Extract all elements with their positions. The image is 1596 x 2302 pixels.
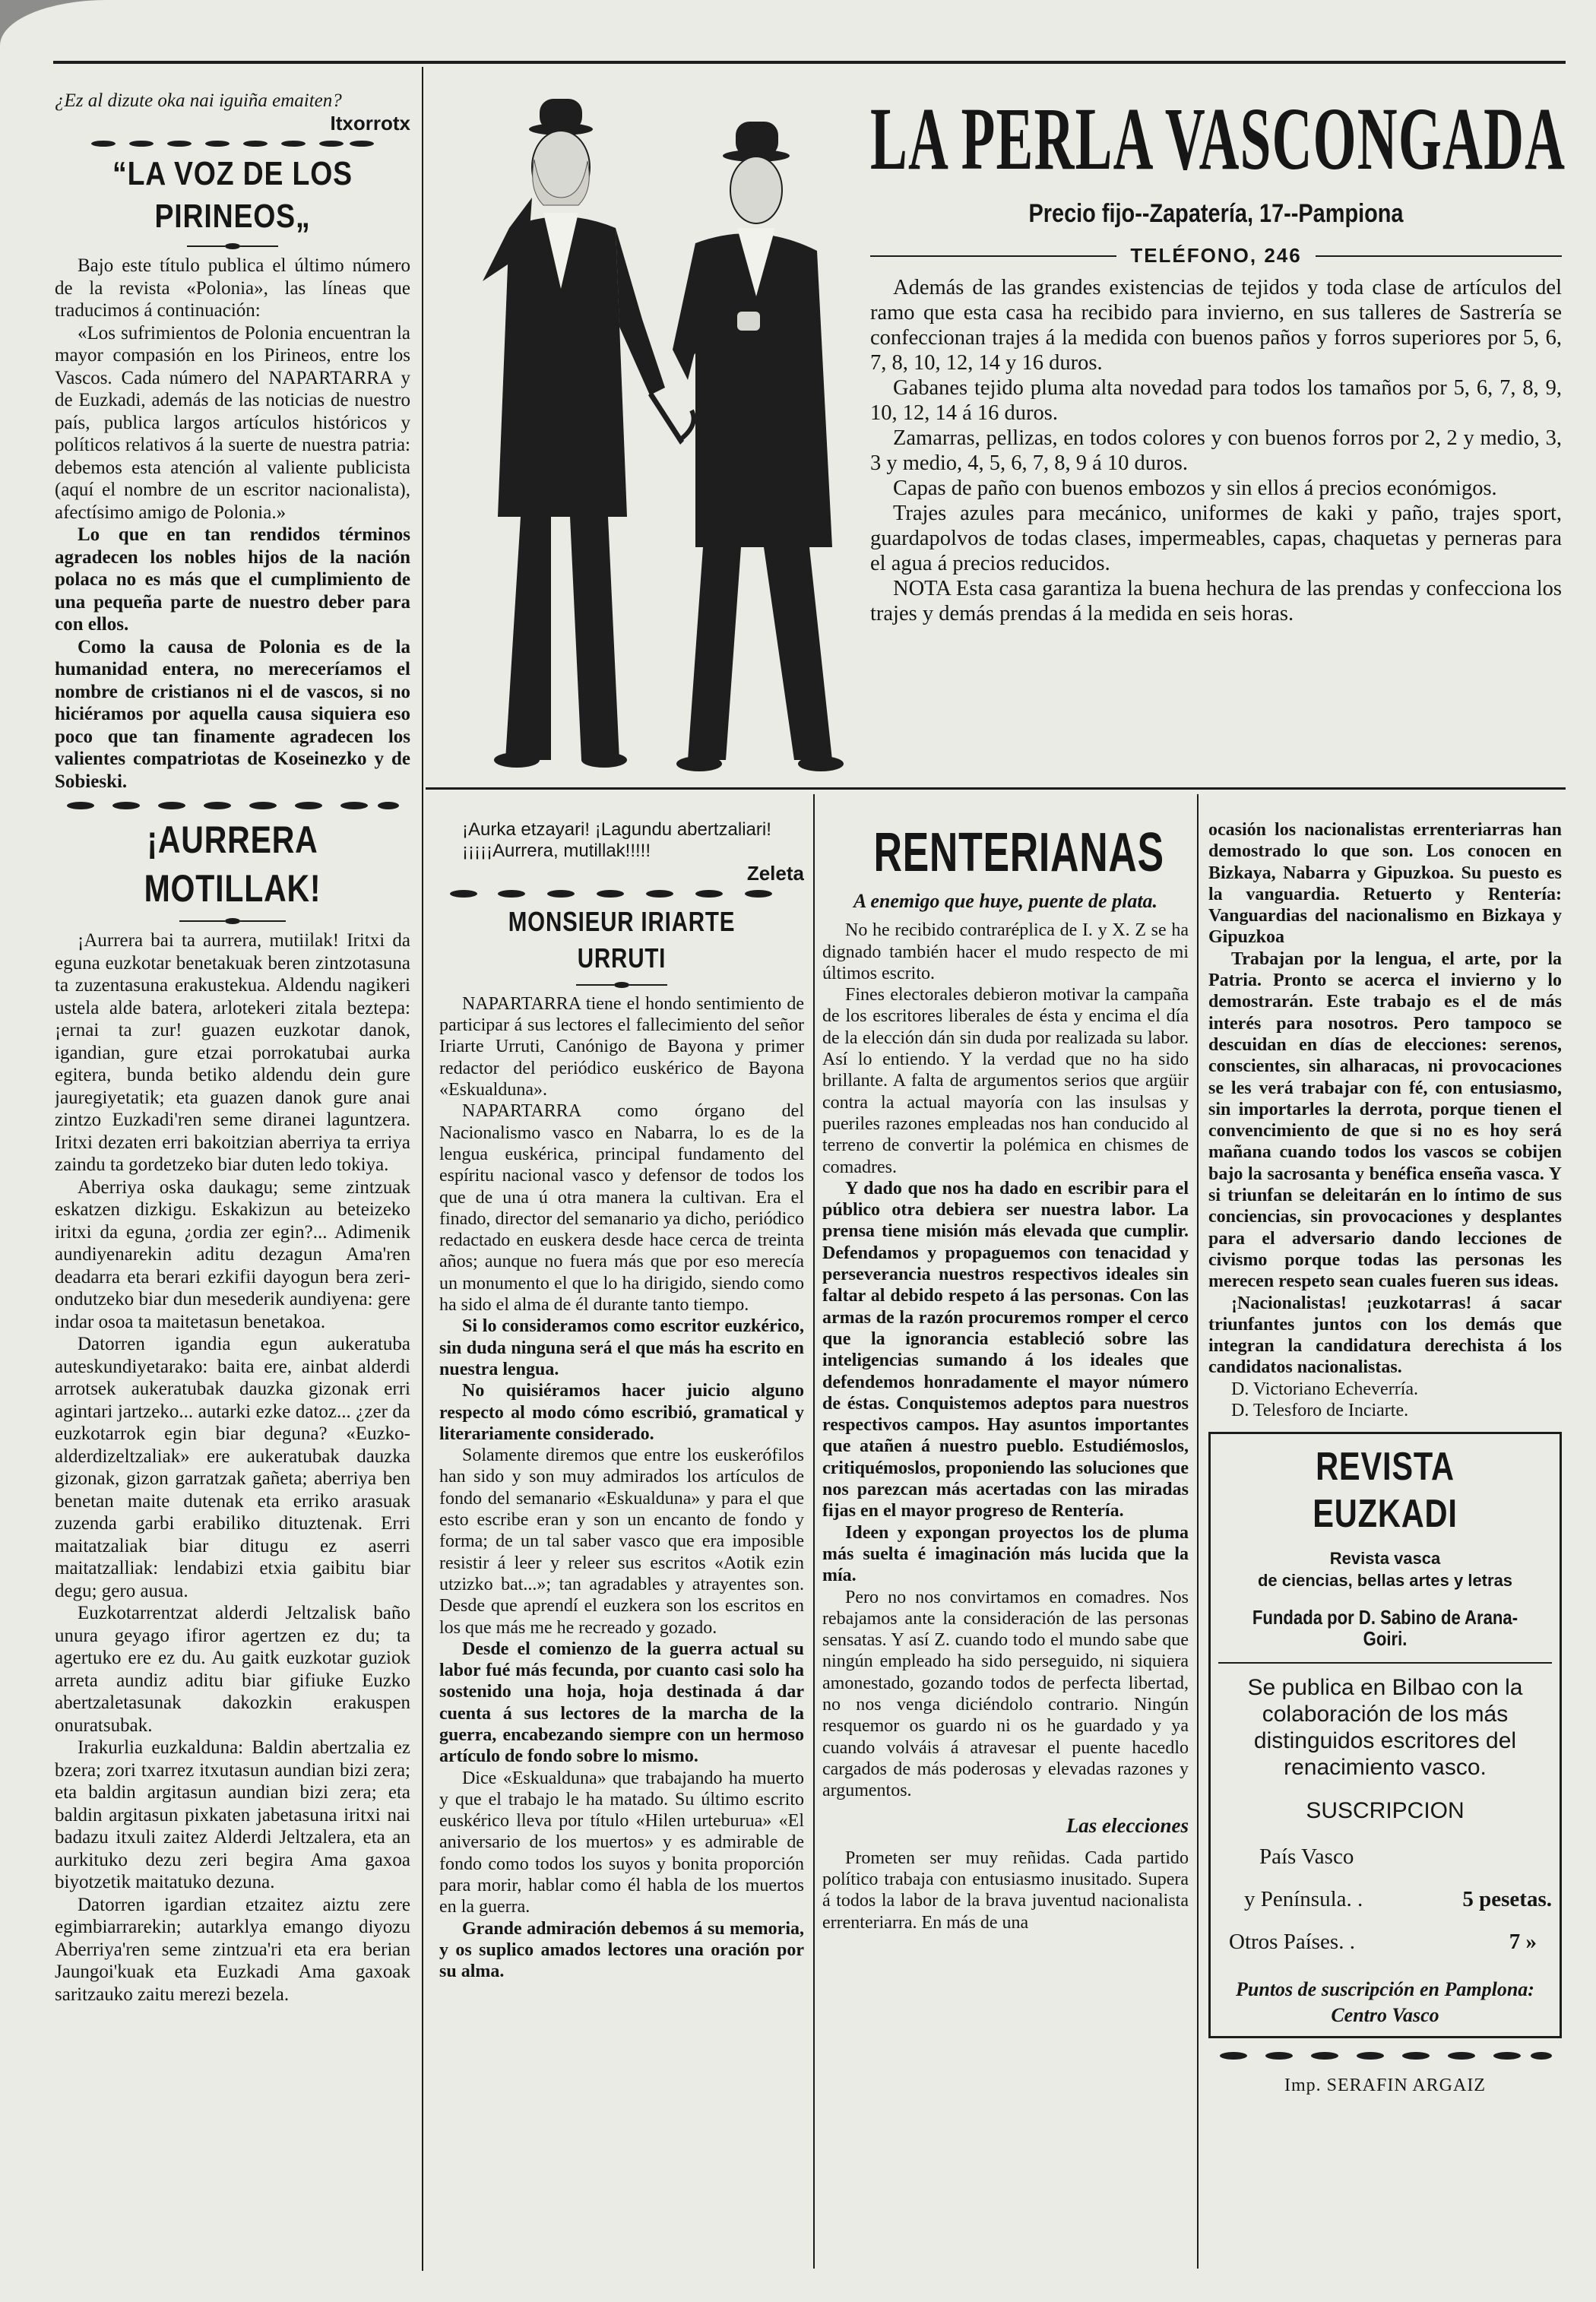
voz-paragraph-4: Como la causa de Polonia es de la humanidad entera, no mereceríamos el nombre de cristianos ni el de vascos, si no hiciéramos por aquella causa siquiera eso poco que tan finamente agradecen los valientes compatriotas de Koseinezko y de Sobieski. xyxy=(55,636,410,792)
col4-paragraph-3: ¡Nacionalistas! ¡euzkotarras! á sacar triunfantes juntos con los demás que integran la candidatura derechista á los candidatos nacionalistas. xyxy=(1208,1293,1562,1378)
col1-separator xyxy=(422,67,423,2271)
price-row-2-value: 5 pesetas. xyxy=(1462,1886,1552,1911)
iriarte-paragraph-6: Desde el comienzo de la guerra actual su labor fué más fecunda, por cuanto casi solo ha sostenido una hoja, hoja destinada á dar cuenta á sus lectores de la marcha de la guerra, encabezando siempre con un hermoso artículo de fondo sobre lo mismo. xyxy=(439,1639,804,1767)
revista-rule xyxy=(1218,1662,1552,1664)
revista-points: Puntos de suscripción en Pamplona: Centro Vasco xyxy=(1236,1977,1534,2026)
col2-top-line-2: ¡¡¡¡¡Aurrera, mutillak!!!!! xyxy=(462,841,651,862)
revista-body: Se publica en Bilbao con la colaboración de los más distinguidos escritores del renacimiento vasco. xyxy=(1247,1674,1523,1780)
ad-paragraph-5: Trajes azules para mecánico, uniformes de kaki y paño, trajes sport, guardapolvos de todas clases, impermeables, capas, chaquetas y perneras para el agua á precios reducidos. xyxy=(870,502,1562,575)
iriarte-paragraph-2: NAPARTARRA como órgano del Nacionalismo vasco en Nabarra, lo es de la lengua euskérica, principal fundamento del espíritu nacional vasco y defensor de todos los que de una ú otra manera la cultivan. Era el finado, director del semanario ya dicho, periódico redactado en euskera desde hace cerca de treinta años; aunque no fuera más que por eso merecía un monumento el que lo ha dirigido, siendo como ha sido el alma de él durante tanto tiempo. xyxy=(439,1101,804,1316)
aurrera-paragraph-4: Euzkotarrentzat alderdi Jeltzalisk baño unura geyago ifiror agertzen ez du; ta agertuko ere ez du. Au gaitk euzkotar guziok arreta aundiz aditu biar gifiuke Euzko abertzaletasunak dakozkin erakuspen onuratsubak. xyxy=(55,1603,410,1736)
price-row-1-label: País Vasco xyxy=(1259,1844,1354,1869)
aurrera-paragraph-5: Irakurlia euzkalduna: Baldin abertzalia ez bzera; zori txarrez itxutasun aundian bizi zera; eta baldin argitasun aundian bizi zera; eta baldin argitasun pixkaten jabetasuna iritxi nai badazu itxuli zaitez Alderdi Jeltzalera, eta an aurkituko dezu zeri begira Ama gaxoa biyotzetik maitatuko dezuna. xyxy=(55,1737,410,1892)
revista-subtitle-1: Revista vasca xyxy=(1329,1549,1441,1569)
revista-subtitle-2: de ciencias, bellas artes y letras xyxy=(1257,1570,1513,1590)
price-row-2 xyxy=(1229,1878,1552,1920)
title-monsieur-iriarte: MONSIEUR IRIARTE URRUTI xyxy=(508,905,736,974)
rent-paragraph-2: Fines electorales debieron motivar la campaña de los escritores liberales de ésta y encima el día de la elección dán sin duda por realizada su labor. Así lo entiendo. Y la verdad que no ha sido brillante. A falta de argumentos serios que argüir contra la actual mayoría con las insulsas y pueriles razones empleadas nos han conducido al terreno de convertir la polémica en chismes de comadres. xyxy=(822,985,1189,1177)
ad-bottom-rule xyxy=(426,787,1566,790)
column-2 xyxy=(439,819,804,2263)
iriarte-paragraph-4: No quisiéramos hacer juicio alguno respecto al modo cómo escribió, gramatical y literariamente considerado. xyxy=(439,1381,804,1444)
col4-signature-2: D. Telesforo de Inciarte. xyxy=(1231,1401,1409,1421)
iriarte-paragraph-5: Solamente diremos que entre los euskerófilos han sido y son muy admirados los artículos de fondo del semanario «Eskualduna» y para el que esto escribe eran y son un encanto de fondo y forma; de un tal saber vasco que era imposible resistir á leer y releer sus escritos «Aotik ezin utzizko bat...»; tan agradables y atrayentes son. Desde que aprendí el euzkera son los escritos en los que más me he recreado y gozado. xyxy=(439,1445,804,1638)
ad-perla-vascongada xyxy=(870,89,1566,781)
ornament-divider-4 xyxy=(1218,2050,1553,2061)
price-row-2-label: y Península. . xyxy=(1244,1886,1363,1911)
col4-signature-1: D. Victoriano Echeverría. xyxy=(1231,1379,1419,1399)
voz-paragraph-2: «Los sufrimientos de Polonia encuentran la mayor compasión en los Pirineos, entre los Vascos. Cada número del NAPARTARRA y de Euzkadi, además de las noticias de nuestro país, publica largos artículos históricos y políticos relativos á la suerte de nuestra patria: debemos esta atención al valiente publicista (aquí el nombre de un escritor nacionalista), afectísimo amigo de Polonia.» xyxy=(55,322,410,523)
revista-title: REVISTA EUZKADI xyxy=(1313,1445,1458,1537)
ad-subtitle: Precio fijo--Zapatería, 17--Pampiona xyxy=(1028,199,1404,228)
rent-paragraph-6: Prometen ser muy reñidas. Cada partido político trabaja con entusiasmo inusitado. Supera á todos la labor de la brava juventud nacionalista errenteriarra. En más de una xyxy=(822,1848,1189,1933)
col4-paragraph-1: ocasión los nacionalistas errenteriarras han demostrado lo que son. Los conocen en Bizkaya, Nabarra y Gipuzkoa. Su puesto es la vanguardia. Retuerto y Rentería: Vanguardias del nacionalismo en Bizkaya y Gipuzkoa xyxy=(1208,820,1562,948)
ornament-divider xyxy=(88,139,377,148)
ad-body xyxy=(870,275,1562,626)
iriarte-paragraph-7: Dice «Eskualduna» que trabajando ha muerto y que el trabajo le ha matado. Su último escrito euskérico lleva por título «Hilen urteburua» «El aniversario de los muertos» y es admirable de fondo como todos los suyos y bonita proporción para morir, hablar como él habla de los muertos en la guerra. xyxy=(439,1768,804,1917)
price-row-3-label: Otros Países. . xyxy=(1229,1929,1355,1954)
rent-paragraph-1: No he recibido contraréplica de I. y X. Z se ha dignado también hacer el mudo respecto de mi últimos escrito. xyxy=(822,920,1189,983)
column-3 xyxy=(822,819,1189,2263)
price-row-3 xyxy=(1229,1920,1552,1963)
price-row-3-value: 7 » xyxy=(1509,1929,1537,1954)
ad-paragraph-2: Gabanes tejido pluma alta novedad para todos los tamaños por 5, 6, 7, 8, 9, 10, 12, 14 á 16 duros. xyxy=(870,376,1562,425)
aurrera-paragraph-3: Datorren igandia egun aukeratuba auteskundiyetarako: baita ere, ainbat alderdi arrotsek aukeratubak dauzka gizonak erri agintari jartzeko... autarki ezke datoz... ¿zer da euzkotarrok egin biar deguna? «Euzko-alderdizeltzaliak» ere aukeratubak dauzka gizonak, gizon garratzak gañeta; aberriya ben benetan maite dutenak eta erriko arasuak zuzenda garbi erabiliko dituztenak. Erri maitatzaliak biar ditugu ez aserri maitatzalliak: lendabizi etxia gaibitu biar degu; gero ausua. xyxy=(55,1334,410,1601)
printer-line: Imp. SERAFIN ARGAIZ xyxy=(1284,2075,1486,2095)
aurrera-paragraph-6: Datorren igardian etzaitez aiztu zere egimbiarrarekin; autarklya emango diyozu Aberriya'ren seme zintzua'ri eta era berian Jaungoi'kuak eta Euzkadi Ama gaxoak saritzauko zaitu merezi bezela. xyxy=(55,1894,410,2005)
aurrera-paragraph-1: ¡Aurrera bai ta aurrera, mutiilak! Iritxi da eguna euzkotar benetakuak beren zintzotasuna ta zuzentasuna erakustekua. Aldendu nagikeri ustela alde batera, arlotekeri zitala beztepa: ¡ernai ta zur! guazen euzkotar danok, igandian, gure etzai porrokatubai aurka egitera, bunda betiko aldendu dein gure jauregiyetatik; eta guazen danok gure anai zintzo Euzkadi'ren seme diranei laguntzera. Iritxi dezaten erri bakoitzian aberriya ta erriya zaindu ta gordetzeko biar duten ledo tokiya. xyxy=(55,930,410,1175)
ad-paragraph-4: Capas de paño con buenos embozos y sin ellos á precios económigos. xyxy=(893,477,1497,500)
column-1 xyxy=(55,90,410,2278)
ornament-divider-2 xyxy=(65,800,400,811)
revista-founder: Fundada por D. Sabino de Arana-Goiri. xyxy=(1252,1605,1518,1651)
rent-paragraph-5: Pero no nos convirtamos en comadres. Nos rebajamos ante la consideración de las personas sensatas. Y así Z. cuando todo el mundo sabe que ningún empleado ha sido perseguido, ni siquiera amonestado, gozando todos de perfecta libertad, no nos venga diciéndolo contrario. Ningún resquemor os guardo ni os he guardado y ya cuando volváis á atravesar el puente hacedlo cargados de más poderosas y elevadas razones y argumentos. xyxy=(822,1587,1189,1801)
ad-phone: TELÉFONO, 246 xyxy=(1130,244,1302,267)
iriarte-paragraph-1: NAPARTARRA tiene el hondo sentimiento de participar á sus lectores el fallecimiento del señor Iriarte Urruti, Canónigo de Bayona y primer redactor del periódico euskérico de Bayona «Eskualduna». xyxy=(439,993,804,1100)
title-aurrera-motillak: ¡AURRERA MOTILLAK! xyxy=(144,819,321,910)
left-gentleman xyxy=(483,99,694,768)
renterianas-subtitle: A enemigo que huye, puente de plata. xyxy=(853,890,1158,912)
ad-title: LA PERLA VASCONGADA xyxy=(870,89,1566,188)
col2-signature: Zeleta xyxy=(746,861,804,885)
revista-euzkadi-box xyxy=(1208,1432,1562,2038)
intro-signature: Itxorrotx xyxy=(330,111,410,135)
title-renterianas: RENTERIANAS xyxy=(873,822,1164,883)
illustration-two-gentlemen xyxy=(437,91,863,775)
ornament-small-2 xyxy=(179,917,286,925)
elecciones-subtitle: Las elecciones xyxy=(1066,1814,1189,1838)
top-rule xyxy=(53,61,1566,64)
col2-top-line-1: ¡Aurka etzayari! ¡Lagundu abertzaliari! xyxy=(462,819,771,840)
right-gentleman xyxy=(673,122,844,771)
iriarte-paragraph-3: Si lo consideramos como escritor euzkérico, sin duda ninguna será el que más ha escrito en nuestra lengua. xyxy=(439,1316,804,1379)
phone-rule-left xyxy=(870,255,1116,257)
ornament-small xyxy=(187,242,278,250)
aurrera-paragraph-2: Aberriya oska daukagu; seme zintzuak eskatzen dizkigu. Eskakizun au beteizeko iritxi da eguna, ¿ordia zer egin?... Adimenik aundiyenarekin aditu dezagun Ama'ren deadarra eta berari ezkifii dayogun bera zeri-ondutzeko biar dun mesederik aundiyena: gere indar osoa ta maitetasun benetakoa. xyxy=(55,1176,410,1332)
ornament-divider-3 xyxy=(447,888,796,899)
column-4 xyxy=(1208,819,1562,2271)
phone-rule-right xyxy=(1316,255,1562,257)
ad-phone-row xyxy=(870,244,1562,268)
intro-question: ¿Ez al dizute oka nai iguiña emaiten? xyxy=(55,90,342,111)
iriarte-paragraph-8: Grande admiración debemos á su memoria, y os suplico amados lectores una oración por su alma. xyxy=(439,1918,804,1982)
rent-paragraph-4: Ideen y expongan proyectos los de pluma más suelta é imaginación más lucida que la mía. xyxy=(822,1522,1189,1586)
voz-paragraph-1: Bajo este título publica el último número de la revista «Polonia», las líneas que traducimos á continuación: xyxy=(55,255,410,321)
ad-paragraph-3: Zamarras, pellizas, en todos colores y con buenos forros por 2, 2 y medio, 3, 3 y medio, 4, 5, 6, 7, 8, 9 á 10 duros. xyxy=(870,426,1562,475)
ornament-small-3 xyxy=(576,981,667,989)
col2-separator xyxy=(813,794,815,2269)
rent-paragraph-3: Y dado que nos ha dado en escribir para el público otra debiera ser nuestra labor. La prensa tiene misión más elevada que cumplir. Defendamos y propaguemos con tenacidad y perseverancia nuestros respectivos ideales sin faltar al debido respeto á las personas. Con las armas de la razón procuremos romper el cerco que la ignorancia estableció sobre las inteligencias sumando á los ideales que defendemos honradamente el mayor número de éstas. Conquistemos adeptos para nuestros respectivos campos. Hay asuntos importantes que atañen á nuestro pueblo. Estudiémoslos, critiquémoslos, proponiendo las soluciones que nos parezcan más acertadas con las miradas fijas en el mayor progreso de Rentería. xyxy=(822,1178,1189,1521)
col3-separator xyxy=(1197,794,1199,2269)
voz-paragraph-3: Lo que en tan rendidos términos agradecen los nobles hijos de la nación polaca no es más que el cumplimiento de una pequeña parte de nuestro deber para con ellos. xyxy=(55,524,410,635)
ad-paragraph-1: Además de las grandes existencias de tejidos y toda clase de artículos del ramo que esta casa ha recibido para invierno, en sus talleres de Sastrería se confeccionan trajes á la medida con buenos paños y forros superiores por 5, 6, 7, 8, 10, 12, 14 y 16 duros. xyxy=(870,276,1562,375)
price-table xyxy=(1218,1835,1552,1963)
price-row-1 xyxy=(1229,1835,1552,1878)
title-voz-pirineos: “LA VOZ DE LOS PIRINEOS„ xyxy=(112,155,353,235)
ad-paragraph-6: NOTA Esta casa garantiza la buena hechura de las prendas y confecciona los trajes y demás prendas á la medida en seis horas. xyxy=(870,577,1562,625)
revista-suscripcion: SUSCRIPCION xyxy=(1306,1797,1465,1823)
col4-paragraph-2: Trabajan por la lengua, el arte, por la Patria. Pronto se acerca el invierno y lo demostrarán. Este trabajo es el de más interés para nosotros. Pero tampoco se descuidan en días de elecciones: serenos, conscientes, sin alharacas, ni provocaciones se les verá trabajar con fé, con entusiasmo, sin importarles la derrota, porque tienen el convencimiento de que si no es hoy será mañana cuando todos los vascos se cobijen bajo la sacrosanta y benéfica enseña vasca. Y si triunfan se deleitarán en lo íntimo de sus conciencias, sin provocaciones y desplantes para el adversario dando lecciones de civismo porque todas las personas les merecen respeto sean cuales fueren sus ideas. xyxy=(1208,948,1562,1292)
